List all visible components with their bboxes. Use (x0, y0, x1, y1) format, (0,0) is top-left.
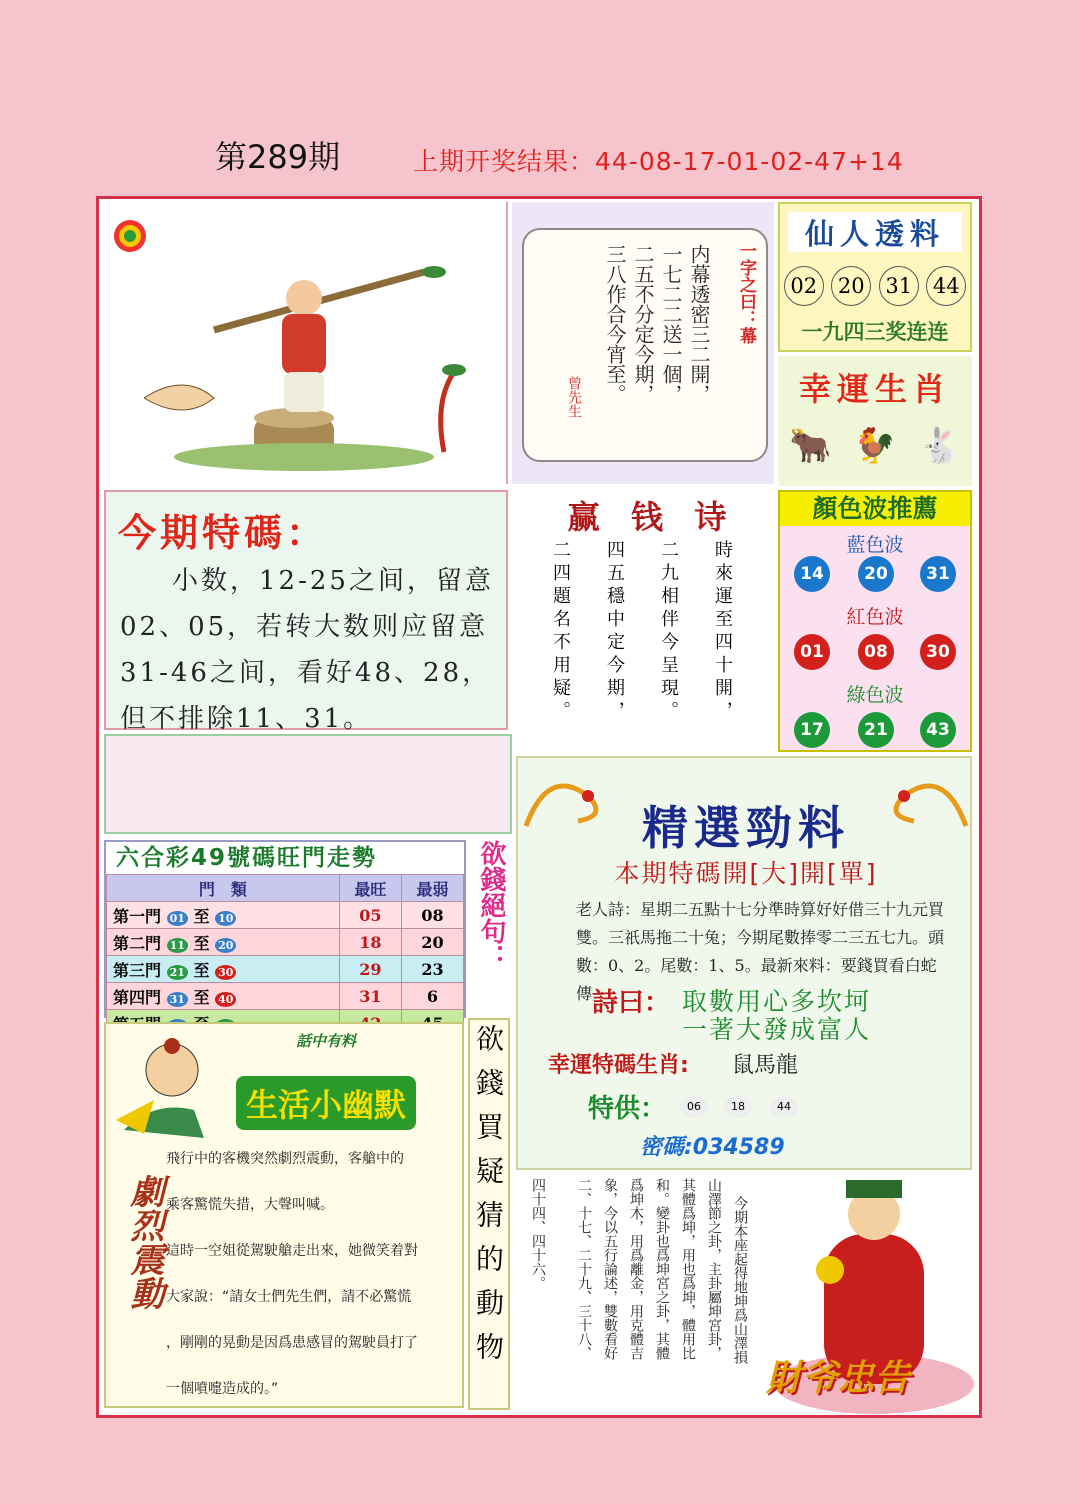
illustration-panel (104, 202, 508, 484)
table-header: 門 類 (107, 875, 340, 902)
caiye-line-4: 和。變卦也爲坤宮之卦，其體 (654, 1178, 670, 1360)
money-poem-line-4: 二四題名不用疑。 (550, 540, 571, 724)
side-poem-body: 欲錢買疑猜的動物 (468, 1018, 510, 1410)
red-ball: 01 (794, 634, 830, 670)
special-code-panel (104, 490, 508, 734)
special-body: 小数，12-25之间，留意02、05，若转大数则应留意31-46之间，看好48、28，但不排除11、31。 (120, 566, 494, 734)
caiye-line-6: 象，今以五行論述，雙數看好 (602, 1178, 618, 1360)
blue-ball: 14 (794, 556, 830, 592)
scroll-title: 一字之曰：幕 (736, 242, 756, 344)
caiye-line-7: 二、十七、二十九、三十八、 (576, 1178, 592, 1360)
xianren-number: 20 (831, 266, 871, 306)
scroll-line-3: 二五不分定今期， (631, 244, 655, 404)
xianren-panel (778, 202, 972, 352)
lucky-animals (778, 426, 972, 466)
scroll-line-4: 三八作合今宵至。 (603, 244, 627, 404)
colorwave-title: 顏色波推薦 (780, 492, 970, 526)
last-result: 上期开奖结果：44-08-17-01-02-47+14 (413, 147, 904, 176)
table-row: 第三門 21 至 30 29 23 (107, 956, 464, 983)
gate-trend-table (104, 840, 466, 1018)
red-wave-label: 紅色波 (846, 606, 904, 628)
special-title: 今期特碼： (118, 510, 329, 555)
mima: 密碼:034589 (640, 1135, 785, 1160)
caiye-line-3: 其體爲坤，用也爲坤，體用比 (680, 1178, 696, 1360)
rooster-icon: 🐓 (853, 426, 897, 466)
money-poem-panel (512, 490, 774, 752)
caiye-line-2: 山澤節之卦，主卦屬坤宮卦， (706, 1178, 722, 1360)
blue-ball: 20 (858, 556, 894, 592)
xianren-numbers (780, 266, 970, 306)
red-ball: 08 (858, 634, 894, 670)
table-header: 最旺 (339, 875, 401, 902)
shi-line-2: 一著大發成富人 (682, 1015, 872, 1044)
humor-panel (104, 1022, 464, 1408)
ox-icon: 🐂 (789, 426, 832, 466)
money-poem-title: 赢 钱 诗 (567, 498, 727, 536)
tegong-number: 06 (680, 1096, 708, 1118)
lucky-panel (778, 356, 972, 486)
red-ball: 30 (920, 634, 956, 670)
scroll-paper (522, 228, 768, 462)
table-header: 最弱 (401, 875, 463, 902)
caiye-line-1: 今期本座起得地坤爲山澤損 (732, 1196, 748, 1364)
zodiac-value: 鼠馬龍 (732, 1053, 799, 1078)
money-poem-line-2: 二九相伴今呈現。 (658, 540, 679, 724)
humor-tag: 話中有料 (296, 1032, 357, 1050)
blue-wave-label: 藍色波 (846, 534, 904, 556)
table-title: 六合彩49號碼旺門走勢 (106, 842, 464, 874)
tegong-label: 特供： (588, 1094, 667, 1124)
oldman-illustration (114, 1030, 234, 1140)
rabbit-icon: 🐇 (918, 426, 961, 466)
jingxuan-panel (516, 756, 972, 1170)
money-poem-line-1: 時來運至四十開， (712, 540, 733, 724)
humor-side-title: 劇烈震動 (124, 1174, 164, 1310)
blue-ball: 31 (920, 556, 956, 592)
xianren-note: 一九四三奖连连 (801, 320, 949, 344)
humor-body: 飛行中的客機突然劇烈震動，客艙中的 乘客驚慌失措，大聲叫喊。 這時一空姐從駕駛艙走出來，她微笑着對 大家說：“請女士們先生們，請不必驚慌 ，剛剛的晃動是因爲患感冒的駕駛員打了 一個噴嚏造成的。” (166, 1151, 418, 1397)
shi-line-1: 取數用心多坎坷 (682, 987, 872, 1016)
caiye-title: 財爷忠告 (766, 1358, 911, 1399)
blank-banner (104, 734, 512, 834)
tegong-number: 44 (770, 1096, 798, 1118)
jingxuan-subtitle: 本期特碼開[大]開[單] (614, 859, 878, 888)
scroll-line-1: 内幕透密三二開， (687, 244, 711, 404)
table-row: 第一門 01 至 10 05 08 (107, 902, 464, 929)
green-wave-label: 綠色波 (846, 684, 904, 706)
scroll-line-2: 一七二二送一個， (659, 244, 683, 404)
green-ball: 17 (794, 712, 830, 748)
jingxuan-title: 精選勁料 (642, 801, 850, 855)
xianren-number: 02 (784, 266, 824, 306)
issue-number: 第289期 (215, 138, 341, 176)
zodiac-label: 幸運特碼生肖: (548, 1053, 689, 1078)
caiye-line-5: 爲坤木，用爲離金，用克體吉 (628, 1178, 644, 1360)
boy-illustration (104, 202, 508, 484)
green-ball: 21 (858, 712, 894, 748)
side-poem-title: 欲錢絕句： (476, 840, 506, 970)
colorwave-panel (778, 490, 972, 752)
laoren-poem: 老人詩：星期二五點十七分準時算好好借三十九元買雙。三祇馬拖二十兔；今期尾數捧零二三五七九。頭數：0、2。尾數：1、5。最新來料：要錢買看白蛇傳 (576, 900, 945, 1003)
caiye-panel (514, 1174, 972, 1410)
humor-title: 生活小幽默 (236, 1076, 416, 1130)
money-poem-line-3: 四五穩中定今期， (604, 540, 625, 724)
scroll-author: 曾先生 (566, 376, 582, 418)
shi-label: 詩曰： (592, 988, 671, 1018)
tegong-number: 18 (724, 1096, 752, 1118)
table-grid (106, 874, 464, 1037)
table-row: 第四門 31 至 40 31 6 (107, 983, 464, 1010)
xianren-number: 31 (879, 266, 919, 306)
xianren-number: 44 (926, 266, 966, 306)
green-ball: 43 (920, 712, 956, 748)
xianren-title: 仙人透料 (788, 212, 962, 252)
caiye-line-8: 四十四、四十六。 (530, 1178, 546, 1290)
table-row: 第二門 11 至 20 18 20 (107, 929, 464, 956)
lucky-title: 幸運生肖 (798, 370, 951, 408)
